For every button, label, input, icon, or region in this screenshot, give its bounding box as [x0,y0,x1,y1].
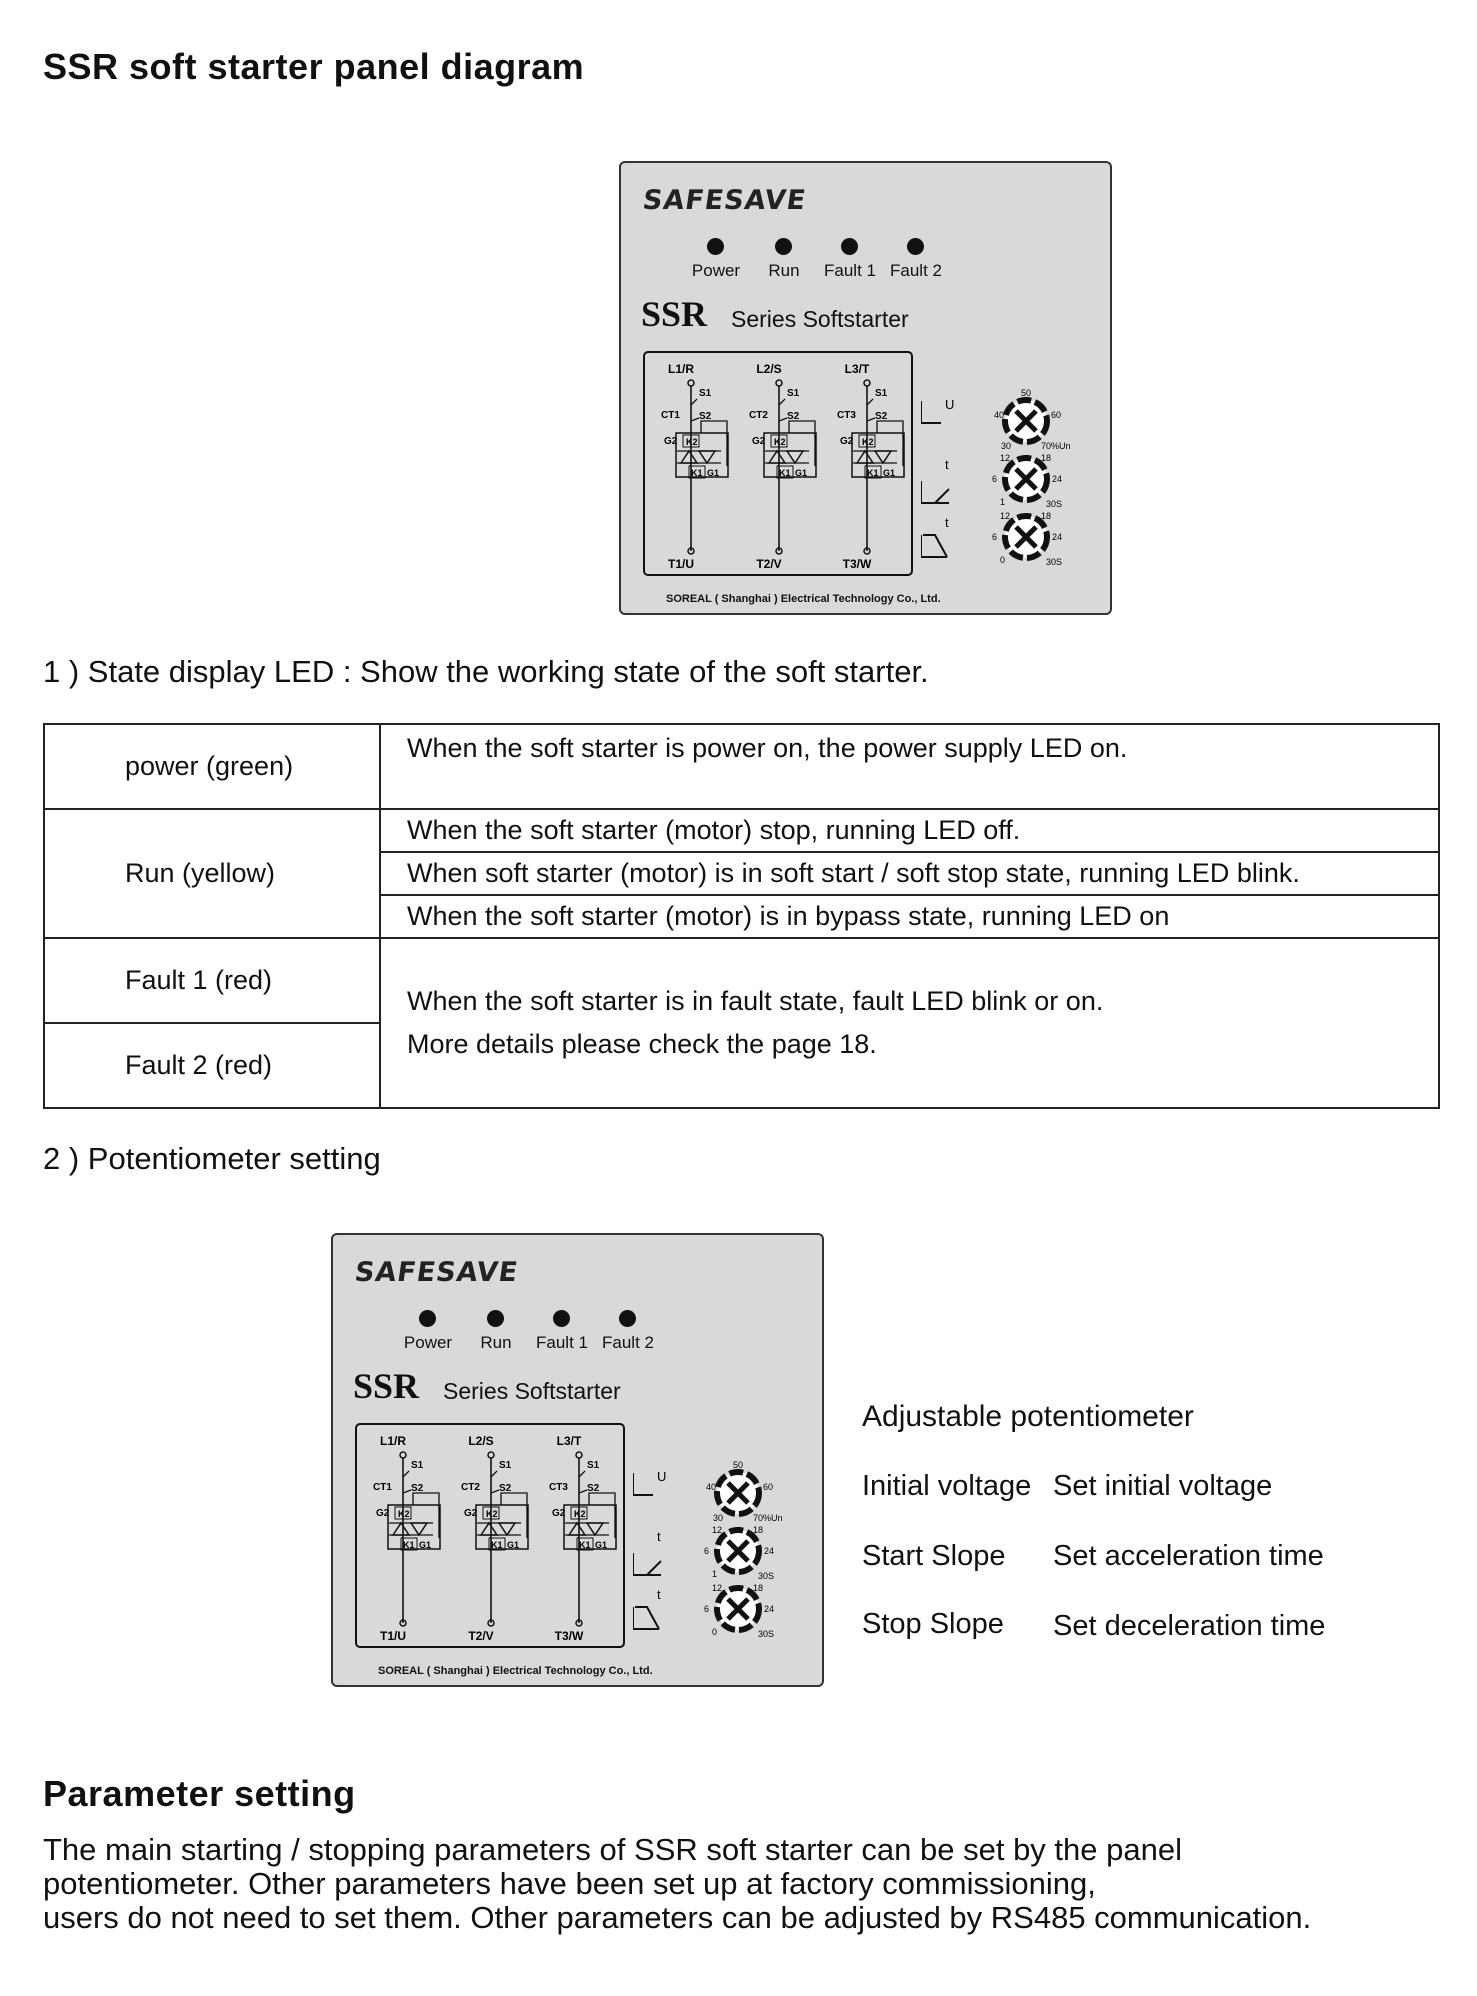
company-name: SOREAL ( Shanghai ) Electrical Technology Co., Ltd. [378,1665,653,1677]
k1-label: K1 [867,468,879,478]
pot-scale-label: 1 [712,1569,718,1579]
ct-s2-label: S2 [499,1483,512,1494]
pot-scale-label: 18 [753,1525,764,1535]
k1-label: K1 [403,1540,415,1550]
ssr-label: SSR [353,1366,420,1406]
pot-scale-label: 0 [1000,555,1006,565]
phase-top-label: L3/T [844,362,870,376]
pot-scale-label: 60 [763,1482,774,1492]
g2-label: G2 [752,436,766,447]
pot-scale-label: 50 [1020,388,1032,398]
pot-scale-label: 1 [1000,497,1006,507]
g1-label: G1 [883,468,896,478]
series-label: Series Softstarter [443,1378,621,1404]
g2-label: G2 [464,1508,478,1519]
fault2-led [907,238,924,255]
pot-scale-label: 30S [758,1571,775,1581]
ct-s2-label: S2 [875,411,888,422]
fault1-label: Fault 1 (red) [44,938,380,1023]
ct-label: CT3 [837,410,856,421]
pot-scale-label: 24 [1052,474,1063,484]
ct-s2-label: S2 [411,1483,424,1494]
panel-diagram [619,161,1112,615]
pot-scale-label: 6 [704,1604,710,1614]
led-state-table [43,723,1440,1109]
power-led [707,238,724,255]
power-label: power (green) [44,724,380,809]
fault-desc-line2: More details please check the page 18. [407,1029,877,1059]
run-desc-1: When the soft starter (motor) stop, running LED off. [380,809,1439,852]
start-slope-desc: Set acceleration time [1053,1540,1324,1572]
adjustable-title: Adjustable potentiometer [862,1400,1194,1433]
fault1-led [553,1310,570,1327]
page-title: SSR soft starter panel diagram [43,46,585,87]
g1-label: G1 [707,468,720,478]
k2-label: K2 [862,437,874,447]
phase-top-label: L1/R [379,1434,407,1448]
thyristor-schematic [643,351,913,576]
run-desc-2: When soft starter (motor) is in soft start / soft stop state, running LED blink. [380,852,1439,895]
pot-scale-label: 24 [764,1546,775,1556]
pot-scale-label: 70%Un [753,1513,783,1523]
g2-label: G2 [376,1508,390,1519]
ct-label: CT2 [461,1482,480,1493]
g2-label: G2 [840,436,854,447]
pot-scale-label: 70%Un [1041,441,1071,451]
thyristor-schematic [355,1423,625,1648]
pot-scale-label: 60 [1051,410,1062,420]
g2-label: G2 [664,436,678,447]
k1-label: K1 [691,468,703,478]
fault2-led-label: Fault 2 [890,261,942,280]
k2-label: K2 [686,437,698,447]
phase-top-label: L2/S [468,1434,494,1448]
phase-top-label: L3/T [556,1434,582,1448]
phase-bottom-label: T1/U [379,1629,407,1643]
pot-scale-label: 30S [1046,557,1063,567]
pot-symbol: t [657,1587,661,1602]
pot-scale-label: 30S [758,1629,775,1639]
g2-label: G2 [552,1508,566,1519]
pot-symbol: U [945,397,955,412]
pot-symbol: t [945,457,949,472]
run-led [487,1310,504,1327]
k2-label: K2 [398,1509,410,1519]
ct-s1-label: S1 [411,1460,424,1471]
section2-heading: 2 ) Potentiometer setting [43,1141,381,1176]
stop-slope-desc: Set deceleration time [1053,1610,1326,1642]
pot-scale-label: 12 [1000,511,1011,521]
parameter-line-2: potentiometer. Other parameters have been set up at factory commissioning, [43,1866,1096,1901]
k2-label: K2 [486,1509,498,1519]
pot-scale-label: 6 [992,474,998,484]
potentiometer-group [921,373,1091,613]
pot-scale-label: 18 [1041,511,1052,521]
pot-scale-label: 40 [994,410,1005,420]
pot-scale-label: 6 [704,1546,710,1556]
run-label: Run (yellow) [44,809,380,938]
ct-s1-label: S1 [875,388,888,399]
pot-scale-label: 24 [1052,532,1063,542]
pot-scale-label: 12 [712,1583,723,1593]
ct-s1-label: S1 [699,388,712,399]
ct-s1-label: S1 [499,1460,512,1471]
ct-s1-label: S1 [587,1460,600,1471]
pot-symbol: U [657,1469,667,1484]
initial-voltage-name: Initial voltage [862,1470,1032,1502]
panel-diagram [331,1233,824,1687]
pot-symbol: t [657,1529,661,1544]
company-name: SOREAL ( Shanghai ) Electrical Technology Co., Ltd. [666,593,941,605]
ct-s2-label: S2 [587,1483,600,1494]
pot-scale-label: 12 [712,1525,723,1535]
parameter-line-1: The main starting / stopping parameters of SSR soft starter can be set by the panel [43,1832,1182,1867]
pot-scale-label: 24 [764,1604,775,1614]
ct-s2-label: S2 [699,411,712,422]
fault2-led [619,1310,636,1327]
parameter-line-3: users do not need to set them. Other parameters can be adjusted by RS485 communication. [43,1900,1312,1935]
power-led [419,1310,436,1327]
section1-heading: 1 ) State display LED : Show the working state of the soft starter. [43,654,929,689]
run-desc-3: When the soft starter (motor) is in bypass state, running LED on [380,895,1439,938]
phase-bottom-label: T2/V [756,557,782,571]
phase-bottom-label: T3/W [554,1629,584,1643]
pot-scale-label: 30 [1001,441,1012,451]
ct-label: CT1 [373,1482,392,1493]
phase-bottom-label: T1/U [667,557,695,571]
ct-s2-label: S2 [787,411,800,422]
pot-scale-label: 18 [753,1583,764,1593]
pot-scale-label: 50 [732,1460,744,1470]
power-desc: When the soft starter is power on, the power supply LED on. [380,724,1439,809]
pot-scale-label: 12 [1000,453,1011,463]
start-slope-name: Start Slope [862,1540,1006,1572]
g1-label: G1 [595,1540,608,1550]
pot-symbol: t [945,515,949,530]
run-led-label: Run [480,1333,512,1352]
k2-label: K2 [774,437,786,447]
pot-scale-label: 40 [706,1482,717,1492]
brand-logo: SAFESAVE [352,1257,521,1288]
ct-s1-label: S1 [787,388,800,399]
pot-scale-label: 30S [1046,499,1063,509]
parameter-heading: Parameter setting [43,1773,356,1814]
g1-label: G1 [507,1540,520,1550]
ct-label: CT2 [749,410,768,421]
k1-label: K1 [779,468,791,478]
fault1-led [841,238,858,255]
run-led [775,238,792,255]
power-led-label: Power [403,1333,453,1352]
fault-desc-line1: When the soft starter is in fault state, fault LED blink or on. [407,986,1104,1016]
g1-label: G1 [419,1540,432,1550]
pot-scale-label: 0 [712,1627,718,1637]
stop-slope-name: Stop Slope [862,1608,1004,1640]
pot-scale-label: 30 [713,1513,724,1523]
fault1-led-label: Fault 1 [536,1333,588,1352]
brand-logo: SAFESAVE [640,185,809,216]
pot-scale-label: 18 [1041,453,1052,463]
potentiometer-group [633,1445,803,1685]
power-led-label: Power [691,261,741,280]
g1-label: G1 [795,468,808,478]
k2-label: K2 [574,1509,586,1519]
fault2-label: Fault 2 (red) [44,1023,380,1108]
fault-desc [380,938,1439,1108]
phase-top-label: L2/S [756,362,782,376]
initial-voltage-desc: Set initial voltage [1053,1470,1273,1502]
fault2-led-label: Fault 2 [602,1333,654,1352]
ssr-label: SSR [641,294,708,334]
phase-bottom-label: T2/V [468,1629,494,1643]
phase-bottom-label: T3/W [842,557,872,571]
fault1-led-label: Fault 1 [824,261,876,280]
run-led-label: Run [768,261,800,280]
pot-scale-label: 6 [992,532,998,542]
ct-label: CT1 [661,410,680,421]
k1-label: K1 [491,1540,503,1550]
k1-label: K1 [579,1540,591,1550]
ct-label: CT3 [549,1482,568,1493]
series-label: Series Softstarter [731,306,909,332]
phase-top-label: L1/R [667,362,695,376]
